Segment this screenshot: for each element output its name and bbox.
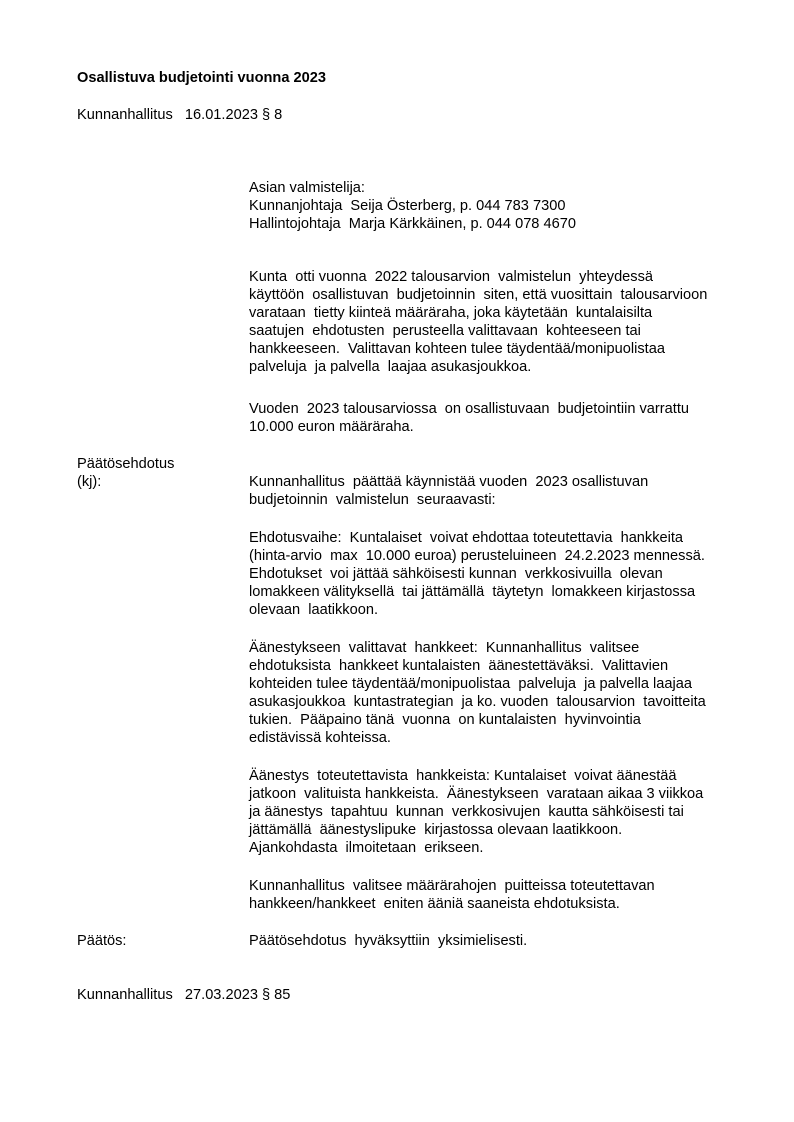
paragraph-line: asukasjoukkoa kuntastrategian ja ko. vuoden talousarvion tavoitteita	[249, 694, 706, 710]
paragraph-line: Äänestykseen valittavat hankkeet: Kunnanhallitus valitsee	[249, 640, 640, 656]
preparer-label: Asian valmistelija:	[249, 180, 365, 196]
paragraph-line: Ehdotukset voi jättää sähköisesti kunnan verkkosivuilla olevan	[249, 566, 663, 582]
paragraph-line: jatkoon valituista hankkeista. Äänestykseen varataan aikaa 3 viikkoa	[249, 786, 704, 802]
paragraph-line: Äänestys toteutettavista hankkeista: Kuntalaiset voivat äänestää	[249, 768, 677, 784]
proposal-label-suffix: (kj):	[77, 474, 102, 490]
proposal-intro-line: Kunnanhallitus päättää käynnistää vuoden 2023 osallistuvan	[249, 474, 649, 490]
paragraph-line: tukien. Pääpaino tänä vuonna on kuntalaisten hyvinvointia	[249, 712, 641, 728]
paragraph-line: ja äänestys tapahtuu kunnan verkkosivujen kautta sähköisesti tai	[249, 804, 684, 820]
paragraph-line: olevaan laatikkoon.	[249, 602, 378, 618]
document-title: Osallistuva budjetointi vuonna 2023	[77, 70, 326, 86]
preparer-line: Kunnanjohtaja Seija Österberg, p. 044 783 7300	[249, 198, 566, 214]
proposal-label: Päätösehdotus	[77, 456, 175, 472]
paragraph-line: Ajankohdasta ilmoitetaan erikseen.	[249, 840, 484, 856]
paragraph-line: kohteiden tulee täydentää/monipuolistaa palveluja ja palvella laajaa	[249, 676, 692, 692]
paragraph-line: käyttöön osallistuvan budjetoinnin siten, että vuosittain talousarvioon	[249, 287, 708, 303]
paragraph-line: edistävissä kohteissa.	[249, 730, 391, 746]
paragraph-line: hankkeeseen. Valittavan kohteen tulee täydentää/monipuolistaa	[249, 341, 665, 357]
paragraph-line: ehdotuksista hankkeet kuntalaisten äänestettäväksi. Valittavien	[249, 658, 669, 674]
meeting-reference-2: Kunnanhallitus 27.03.2023 § 85	[77, 987, 291, 1003]
paragraph-line: Vuoden 2023 talousarviossa on osallistuvaan budjetointiin varrattu	[249, 401, 689, 417]
proposal-intro-line: budjetoinnin valmistelun seuraavasti:	[249, 492, 496, 508]
paragraph-line: lomakkeen välityksellä tai jättämällä täytetyn lomakkeen kirjastossa	[249, 584, 696, 600]
paragraph-line: palveluja ja palvella laajaa asukasjoukkoa.	[249, 359, 532, 375]
paragraph-line: 10.000 euron määräraha.	[249, 419, 414, 435]
paragraph-line: jättämällä äänestyslipuke kirjastossa olevaan laatikkoon.	[249, 822, 623, 838]
paragraph-line: Kunnanhallitus valitsee määrärahojen puitteissa toteutettavan	[249, 878, 655, 894]
paragraph-line: Kunta otti vuonna 2022 talousarvion valmistelun yhteydessä	[249, 269, 654, 285]
decision-text: Päätösehdotus hyväksyttiin yksimielisesti.	[249, 933, 528, 949]
preparer-line: Hallintojohtaja Marja Kärkkäinen, p. 044 078 4670	[249, 216, 576, 232]
paragraph-line: Ehdotusvaihe: Kuntalaiset voivat ehdottaa toteutettavia hankkeita	[249, 530, 684, 546]
paragraph-line: hankkeen/hankkeet eniten ääniä saaneista ehdotuksista.	[249, 896, 620, 912]
meeting-reference-1: Kunnanhallitus 16.01.2023 § 8	[77, 107, 283, 123]
paragraph-line: (hinta-arvio max 10.000 euroa) perusteluineen 24.2.2023 mennessä.	[249, 548, 705, 564]
paragraph-line: saatujen ehdotusten perusteella valittavaan kohteeseen tai	[249, 323, 641, 339]
paragraph-line: varataan tietty kiinteä määräraha, joka käytetään kuntalaisilta	[249, 305, 653, 321]
decision-label: Päätös:	[77, 933, 127, 949]
